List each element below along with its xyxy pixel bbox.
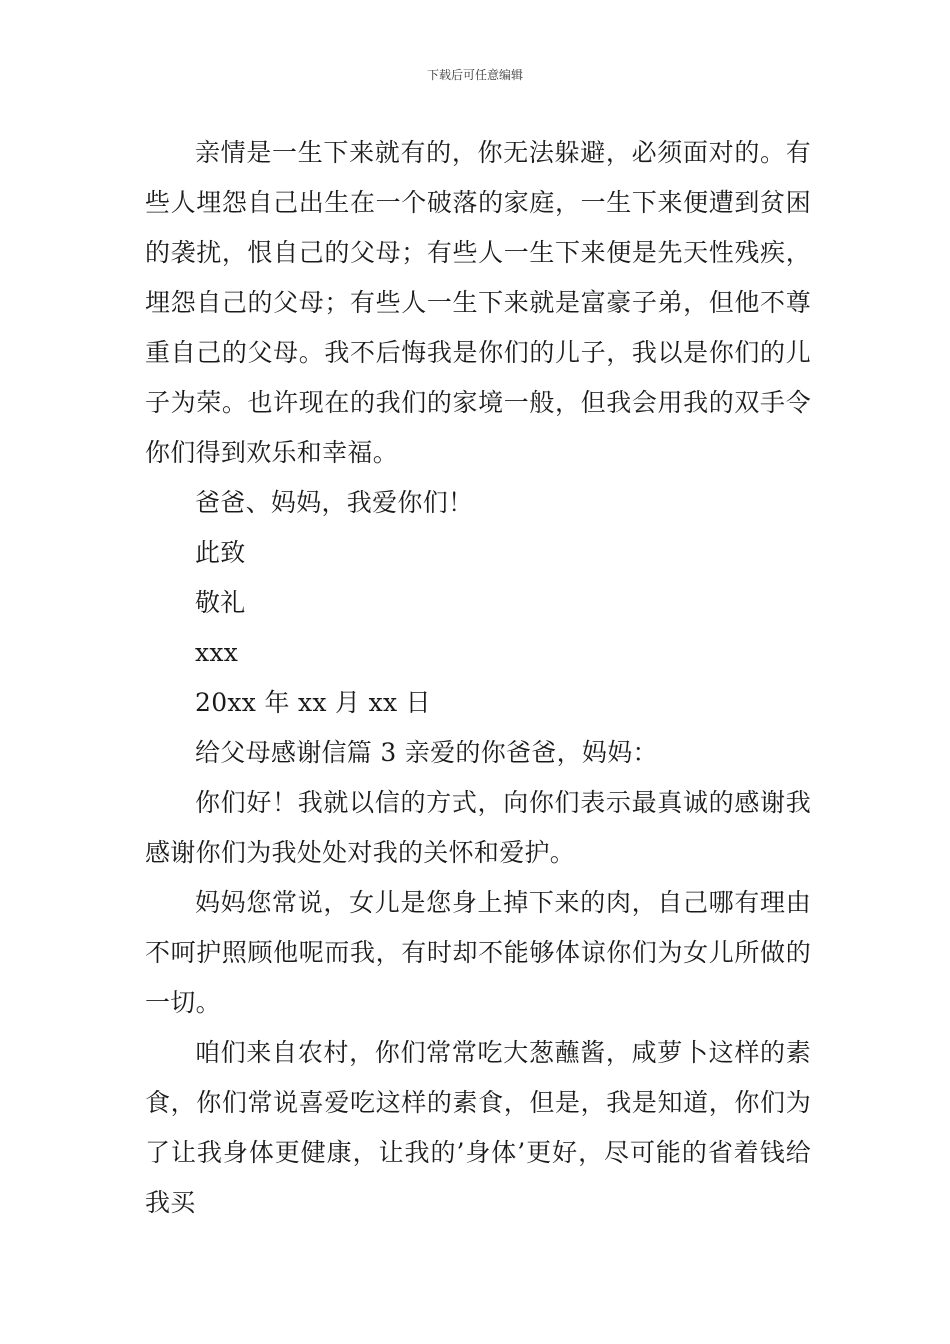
line-love: 爸爸、妈妈，我爱你们！	[195, 488, 474, 517]
signature: xxx	[195, 638, 239, 667]
line-cizhi: 此致	[195, 538, 246, 567]
date-line: 20xx 年 xx 月 xx 日	[195, 688, 431, 717]
letter-title: 给父母感谢信篇 3 亲爱的你爸爸，妈妈：	[195, 738, 658, 767]
paragraph-mother: 妈妈您常说，女儿是您身上掉下来的肉，自己哪有理由不呵护照顾他呢而我，有时却不能够体谅你们为女儿所做的一切。	[145, 888, 811, 1017]
paragraph-family: 亲情是一生下来就有的，你无法躲避，必须面对的。有些人埋怨自己出生在一个破落的家庭，一生下来便遭到贫困的袭扰，恨自己的父母；有些人一生下来便是先天性残疾，埋怨自己的父母；有些人一生下来就是富豪子弟，但他不尊重自己的父母。我不后悔我是你们的儿子，我以是你们的儿子为荣。也许现在的我们的家境一般，但我会用我的双手令你们得到欢乐和幸福。	[145, 138, 811, 467]
paragraph-countryside: 咱们来自农村，你们常常吃大葱蘸酱，咸萝卜这样的素食，你们常说喜爱吃这样的素食，但是，我是知道，你们为了让我身体更健康，让我的’身体’更好，尽可能的省着钱给我买	[145, 1038, 811, 1217]
paragraph-greeting: 你们好！我就以信的方式，向你们表示最真诚的感谢我感谢你们为我处处对我的关怀和爱护。	[145, 788, 811, 867]
line-jingli: 敬礼	[195, 588, 246, 617]
letter-body	[145, 128, 811, 1228]
header-note: 下载后可任意编辑	[426, 68, 523, 82]
